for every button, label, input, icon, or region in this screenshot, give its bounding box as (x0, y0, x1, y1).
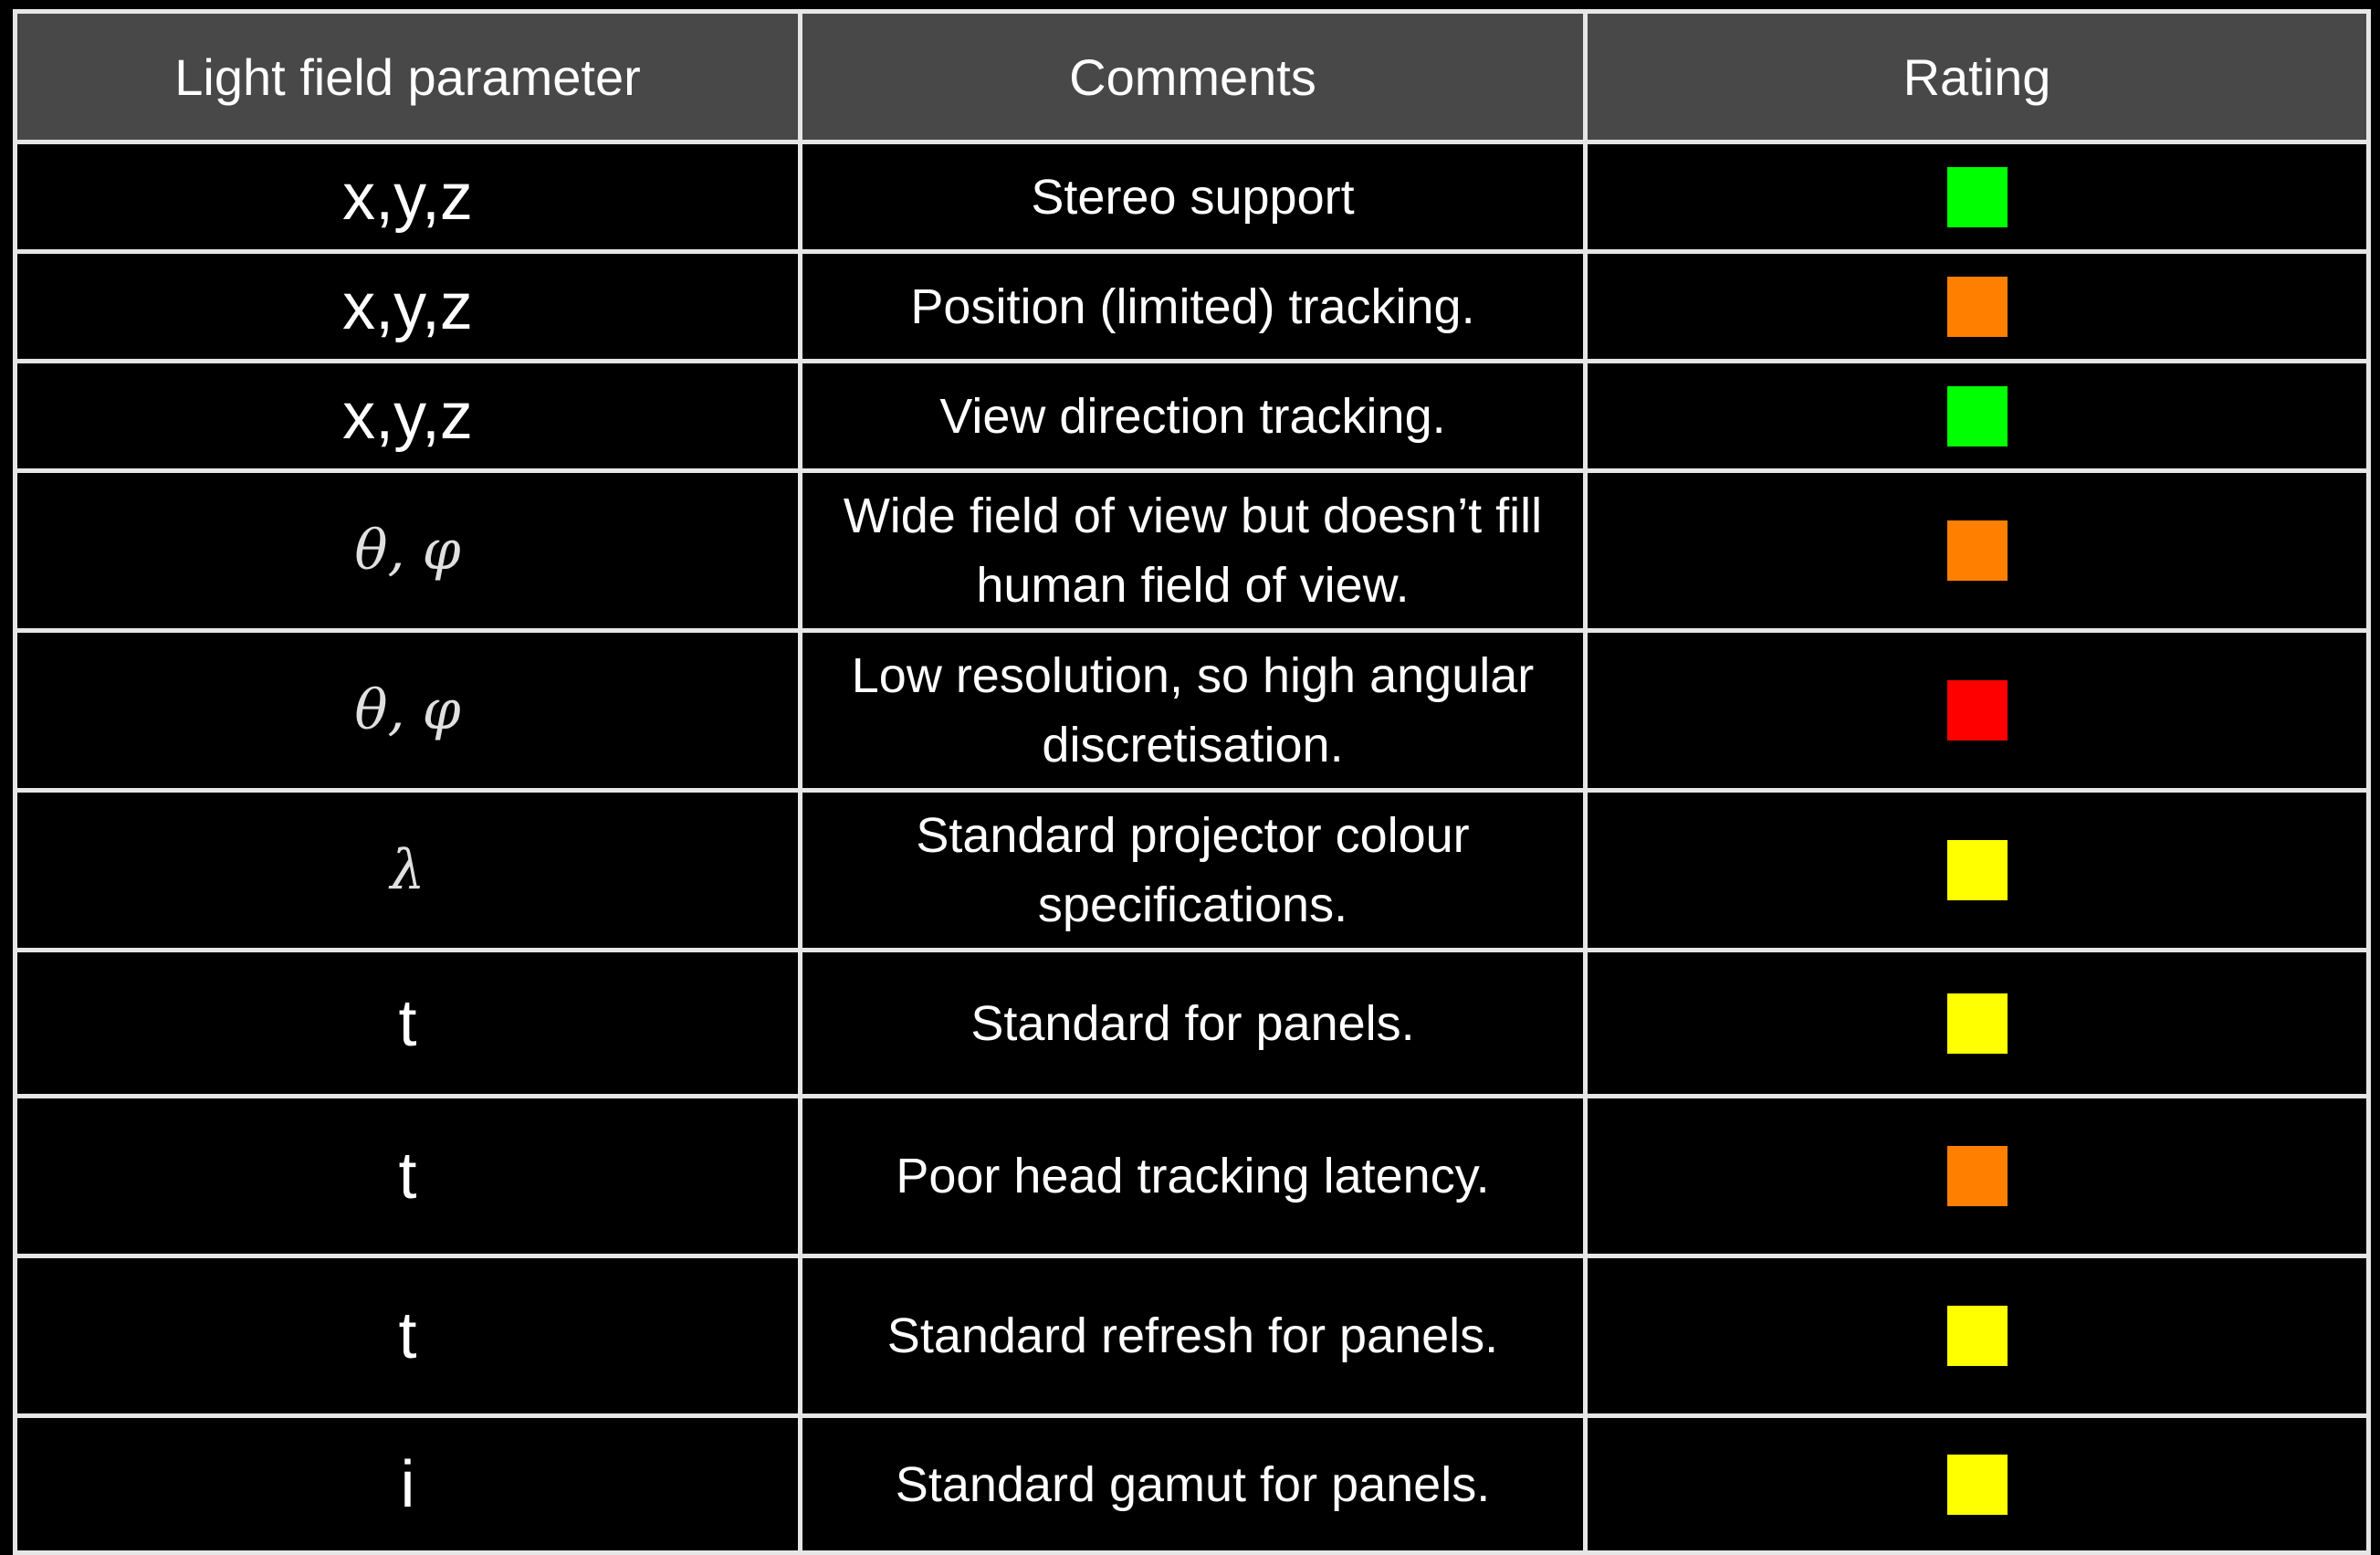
rating-swatch-green (1947, 386, 2008, 447)
comment-cell: Standard refresh for panels. (801, 1256, 1586, 1416)
table-body (16, 142, 2369, 1553)
light-field-table-container (13, 9, 2366, 1555)
rating-cell (1586, 631, 2369, 791)
parameter-cell: θ, φ (16, 471, 801, 631)
rating-cell (1586, 252, 2369, 362)
table-row (16, 142, 2369, 252)
parameter-cell: t (16, 1097, 801, 1256)
comment-cell: View direction tracking. (801, 362, 1586, 471)
table-row (16, 791, 2369, 951)
rating-swatch-orange (1947, 520, 2008, 581)
rating-swatch-yellow (1947, 840, 2008, 900)
rating-cell (1586, 1256, 2369, 1416)
comment-cell: Poor head tracking latency. (801, 1097, 1586, 1256)
parameter-cell: i (16, 1416, 801, 1553)
rating-cell (1586, 471, 2369, 631)
table-row (16, 1256, 2369, 1416)
rating-swatch-yellow (1947, 1455, 2008, 1515)
rating-swatch-orange (1947, 1146, 2008, 1206)
table-row (16, 471, 2369, 631)
header-comments: Comments (801, 12, 1586, 142)
table-row (16, 1097, 2369, 1256)
table-row (16, 362, 2369, 471)
header-row (16, 12, 2369, 142)
parameter-cell: x,y,z (16, 362, 801, 471)
table-row (16, 1416, 2369, 1553)
rating-swatch-orange (1947, 277, 2008, 337)
parameter-cell: t (16, 1256, 801, 1416)
table-row (16, 951, 2369, 1097)
rating-swatch-green (1947, 167, 2008, 227)
comment-cell: Position (limited) tracking. (801, 252, 1586, 362)
rating-cell (1586, 951, 2369, 1097)
parameter-cell: x,y,z (16, 252, 801, 362)
rating-cell (1586, 791, 2369, 951)
comment-cell: Standard gamut for panels. (801, 1416, 1586, 1553)
comment-cell: Standard projector colour specifications. (801, 791, 1586, 951)
parameter-cell: λ (16, 791, 801, 951)
rating-swatch-red (1947, 680, 2008, 741)
rating-cell (1586, 1416, 2369, 1553)
rating-swatch-yellow (1947, 993, 2008, 1054)
header-parameter: Light field parameter (16, 12, 801, 142)
parameter-cell: t (16, 951, 801, 1097)
table-header (16, 12, 2369, 142)
comment-cell: Wide field of view but doesn’t fill human field of view. (801, 471, 1586, 631)
comment-cell: Low resolution, so high angular discretisation. (801, 631, 1586, 791)
comment-cell: Stereo support (801, 142, 1586, 252)
rating-cell (1586, 362, 2369, 471)
rating-cell (1586, 142, 2369, 252)
parameter-cell: θ, φ (16, 631, 801, 791)
parameter-cell: x,y,z (16, 142, 801, 252)
rating-swatch-yellow (1947, 1306, 2008, 1366)
header-rating: Rating (1586, 12, 2369, 142)
table-row (16, 252, 2369, 362)
light-field-rating-table (13, 9, 2371, 1555)
rating-cell (1586, 1097, 2369, 1256)
comment-cell: Standard for panels. (801, 951, 1586, 1097)
table-row (16, 631, 2369, 791)
